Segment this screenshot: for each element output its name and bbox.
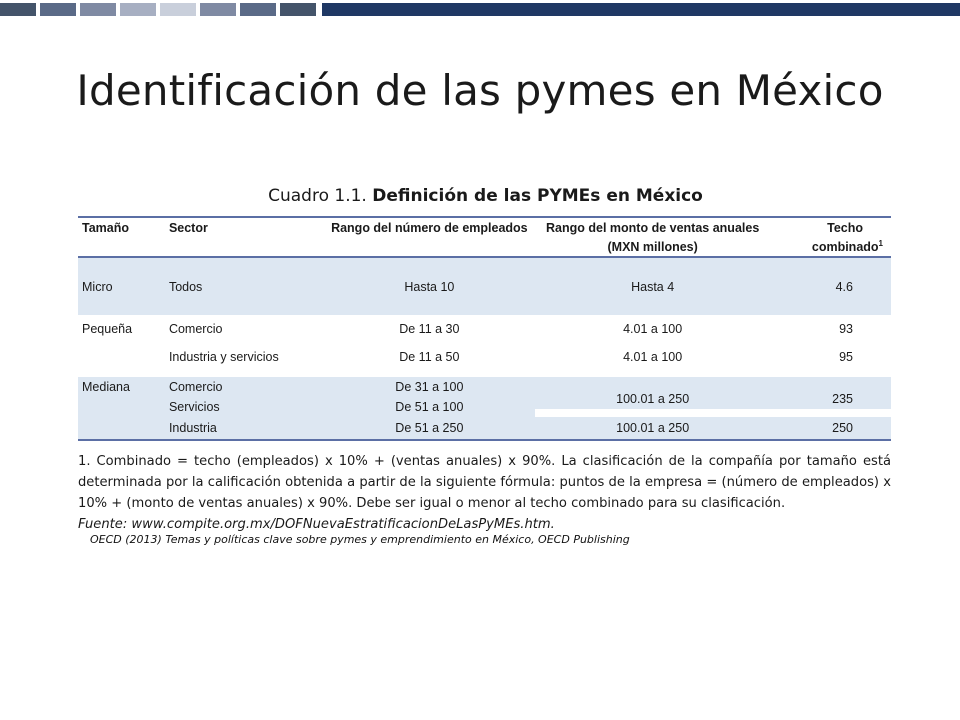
cell-ventas: 4.01 a 100 — [623, 322, 683, 336]
header-techo-2 — [771, 237, 891, 257]
header-tamano: Tamaño — [82, 220, 129, 235]
cell-techo: 4.6 — [771, 277, 891, 296]
cell-empleados: De 11 a 30 — [399, 322, 460, 336]
bar-segment — [240, 3, 276, 16]
header-empleados: Rango del número de empleados — [331, 220, 528, 235]
cell-techo: 235 — [771, 389, 891, 409]
cell-tamano: Pequeña — [82, 322, 133, 336]
cell-sector: Todos — [165, 277, 324, 296]
header-ventas: Rango del monto de ventas anuales — [546, 220, 760, 235]
top-decorative-bar — [0, 3, 960, 16]
header-row-2 — [78, 237, 891, 257]
cell-empleados: De 31 a 100 — [324, 377, 534, 397]
cell-empleados: De 11 a 50 — [399, 350, 460, 364]
footnote-text: 1. Combinado = techo (empleados) x 10% + (ventas anuales) x 90%. La clasificación de la compañía por tamaño está determinada por la calificación obtenida a partir de la siguiente fórmula: puntos de la empresa = (número de empleados) x 10% + (monto de ventas anuales) x 90%. Debe ser igual o menor al techo combinado para su clasificación. — [78, 454, 891, 511]
bar-segment — [0, 3, 36, 16]
pymes-table — [78, 216, 891, 441]
citation: OECD (2013) Temas y políticas clave sobre pymes y emprendimiento en México, OECD Publishing — [90, 533, 630, 546]
cell-tamano: Mediana — [78, 377, 165, 397]
table-footnote — [78, 451, 891, 535]
slide-title: Identificación de las pymes en México — [76, 66, 884, 115]
cell-sector: Industria y servicios — [168, 350, 279, 364]
cell-techo: 93 — [839, 322, 853, 336]
bar-segment — [40, 3, 76, 16]
table-caption — [78, 186, 893, 216]
table-row — [78, 277, 891, 296]
cell-tamano: Micro — [78, 277, 165, 296]
table-figure — [78, 186, 893, 535]
bar-segment — [120, 3, 156, 16]
header-row — [78, 217, 891, 237]
bar-segment — [280, 3, 316, 16]
table-row — [78, 397, 891, 417]
bar-segment — [200, 3, 236, 16]
cell-empleados: De 51 a 250 — [324, 417, 534, 440]
cell-sector: Comercio — [168, 322, 223, 336]
cell-sector: Industria — [165, 417, 324, 440]
cell-ventas: 100.01 a 250 — [535, 389, 771, 409]
cell-empleados: Hasta 10 — [324, 277, 534, 296]
header-techo-combinado: combinado — [811, 240, 879, 255]
footnote-marker: 1 — [878, 238, 883, 248]
bar-segment — [322, 3, 960, 16]
header-ventas-unit: (MXN millones) — [607, 239, 698, 254]
cell-techo: 95 — [839, 350, 853, 364]
cell-empleados: De 51 a 100 — [324, 397, 534, 417]
bar-segment — [80, 3, 116, 16]
cell-ventas: 4.01 a 100 — [623, 350, 683, 364]
table-row — [78, 417, 891, 440]
header-techo: Techo — [827, 220, 863, 235]
cell-sector: Servicios — [165, 397, 324, 417]
table-row — [78, 315, 891, 343]
cell-techo: 250 — [771, 417, 891, 440]
header-sector: Sector — [168, 220, 208, 235]
caption-title: Definición de las PYMEs en México — [372, 186, 703, 206]
table-row — [78, 343, 891, 371]
cell-sector: Comercio — [165, 377, 324, 397]
cell-ventas: 100.01 a 250 — [535, 417, 771, 440]
bar-segment — [160, 3, 196, 16]
cell-ventas: Hasta 4 — [535, 277, 771, 296]
footnote-source: Fuente: www.compite.org.mx/DOFNuevaEstratificacionDeLasPyMEs.htm. — [78, 517, 555, 532]
caption-prefix: Cuadro 1.1. — [268, 186, 367, 206]
